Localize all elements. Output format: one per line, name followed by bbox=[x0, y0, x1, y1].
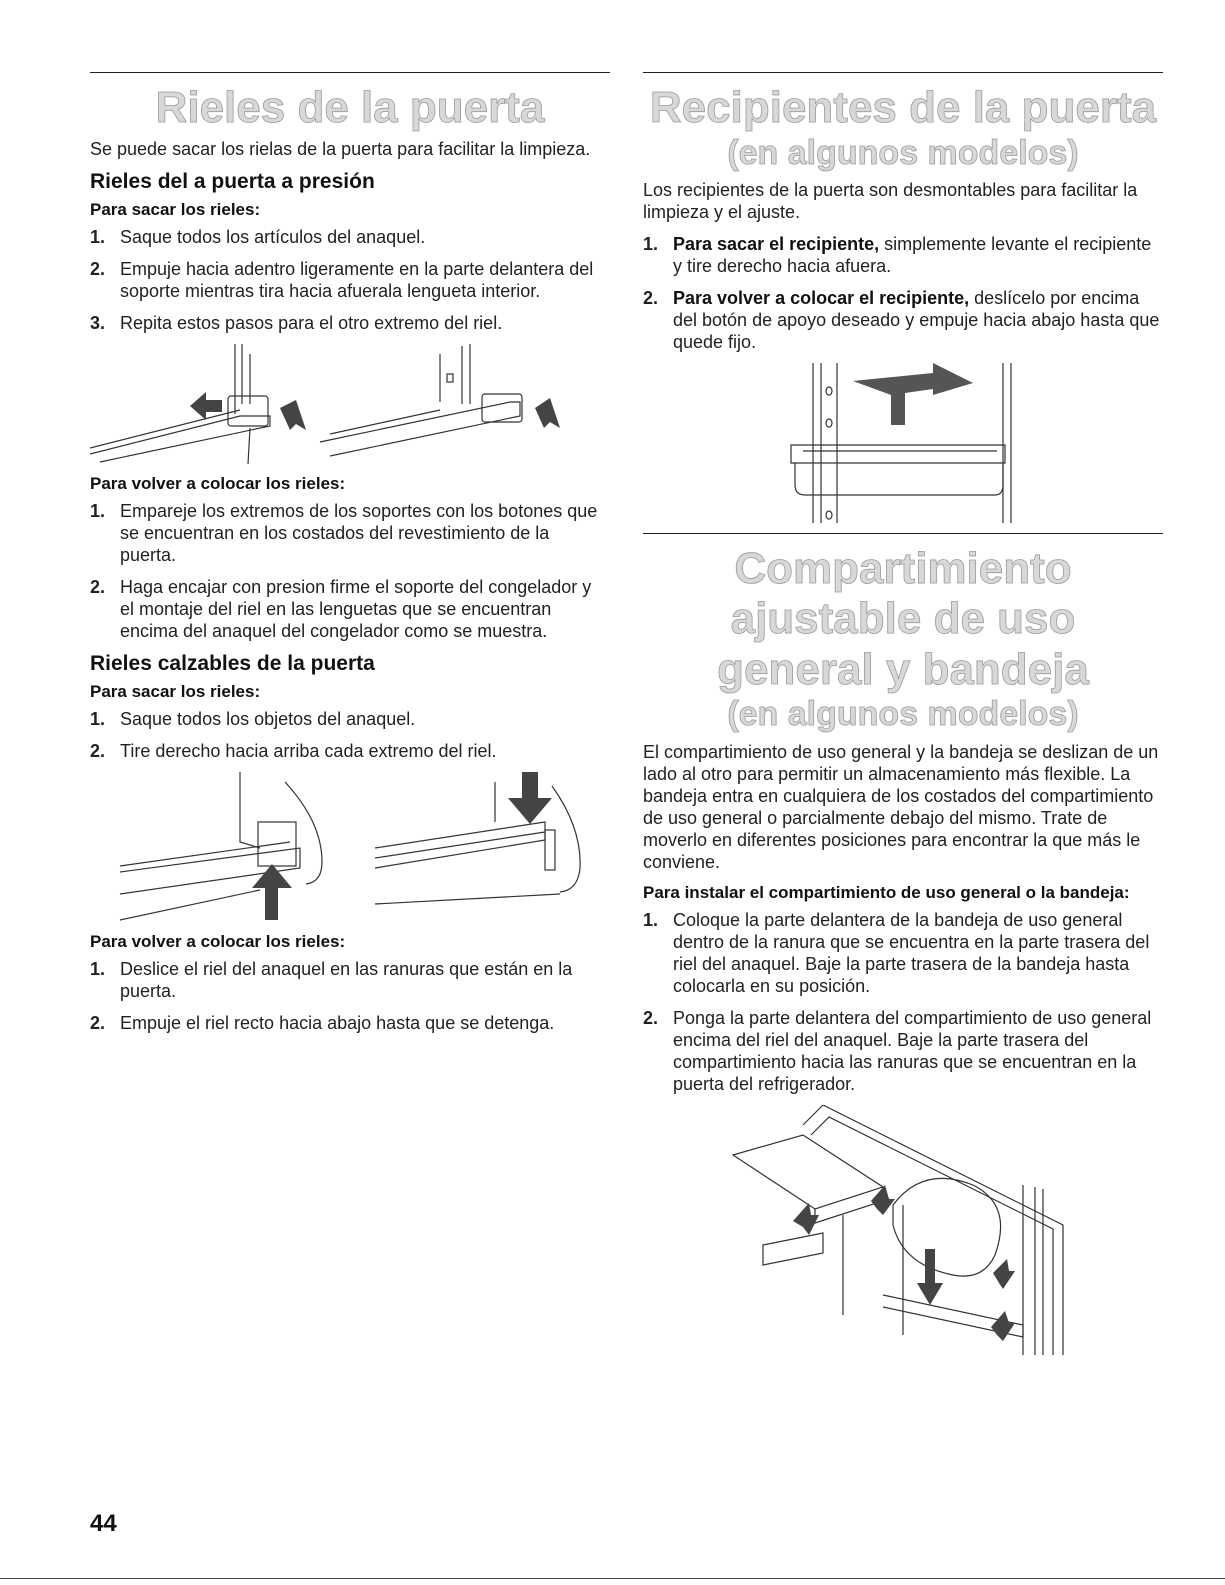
section-title-utility-bin: Compartimiento ajustable de uso bbox=[730, 543, 1076, 644]
install-utility-heading: Para instalar el compartimiento de uso general o la bandeja: bbox=[643, 882, 1130, 902]
replace-rails-steps-2 bbox=[90, 958, 610, 1034]
list-item bbox=[643, 1007, 1163, 1095]
step-text: Deslice el riel del anaquel en las ranuras que están en la puerta. bbox=[120, 958, 573, 1001]
list-item bbox=[90, 500, 610, 566]
step-text: Empareje los extremos de los soportes con los botones que se encuentran en los costados del revestimiento de la puerta. bbox=[120, 500, 598, 565]
door-bin-illustration bbox=[643, 363, 1163, 523]
page-number: 44 bbox=[90, 1510, 117, 1537]
step-number: 2. bbox=[90, 258, 106, 279]
door-bin-steps bbox=[643, 233, 1163, 353]
replace-rails-heading: Para volver a colocar los rieles: bbox=[90, 473, 346, 493]
remove-rails-steps bbox=[90, 226, 610, 334]
subheading-slide-in-rails: Rieles calzables de la puerta bbox=[90, 651, 375, 675]
list-item bbox=[90, 226, 610, 248]
step-text: Coloque la parte delantera de la bandeja de uso general dentro de la ranura que se encuentra en la parte trasera del riel del anaquel. Baje la parte trasera de la bandeja hasta colocarla en su posición. bbox=[673, 909, 1150, 996]
section-rule bbox=[643, 72, 1163, 73]
section-title-door-bins: Recipientes de la puerta bbox=[649, 83, 1157, 132]
list-item bbox=[90, 1012, 610, 1034]
step-number: 2. bbox=[90, 740, 106, 761]
step-text: Tire derecho hacia arriba cada extremo del riel. bbox=[120, 740, 497, 761]
intro-paragraph: Los recipientes de la puerta son desmontables para facilitar la limpieza y el ajuste. bbox=[643, 179, 1138, 222]
section-rule bbox=[643, 533, 1163, 534]
intro-paragraph: Se puede sacar los rielas de la puerta para facilitar la limpieza. bbox=[90, 138, 591, 159]
step-text: Empuje hacia adentro ligeramente en la parte delantera del soporte mientras tira hacia afuerala lengueta interior. bbox=[120, 258, 594, 301]
remove-rails-heading: Para sacar los rieles: bbox=[90, 199, 261, 219]
step-text: Ponga la parte delantera del compartimiento de uso general encima del riel del anaquel. Baje la parte trasera del compartimiento hacia las ranuras que se encuentran en la puerta del refrigerador. bbox=[673, 1007, 1152, 1094]
replace-rails-steps bbox=[90, 500, 610, 642]
step-number: 2. bbox=[643, 1007, 659, 1028]
step-number: 2. bbox=[90, 1012, 106, 1033]
install-utility-steps bbox=[643, 909, 1163, 1095]
step-number: 1. bbox=[90, 500, 106, 521]
list-item bbox=[643, 233, 1163, 277]
list-item bbox=[90, 708, 610, 730]
snap-rail-illustration bbox=[90, 344, 610, 464]
utility-bin-illustration bbox=[643, 1105, 1163, 1365]
slide-in-rail-illustration bbox=[90, 772, 610, 922]
remove-rails-steps-2 bbox=[90, 708, 610, 762]
utility-intro-paragraph: El compartimiento de uso general y la bandeja se deslizan de un lado al otro para permitir un almacenamiento más flexible. La bandeja entra en cualquiera de los costados del compartimiento de uso general o parcialmente debajo del mismo. Trate de moverlo en diferentes posiciones para encontrar la que más le conviene. bbox=[643, 741, 1159, 872]
section-subtitle-models: (en algunos modelos) bbox=[727, 695, 1079, 734]
list-item bbox=[643, 909, 1163, 997]
list-item bbox=[90, 576, 610, 642]
left-column bbox=[90, 72, 610, 1044]
step-number: 1. bbox=[90, 226, 106, 247]
page-bottom-rule bbox=[0, 1578, 1225, 1579]
section-rule bbox=[90, 72, 610, 73]
step-number: 2. bbox=[643, 287, 659, 308]
step-lead: Para volver a colocar el recipiente, bbox=[673, 287, 970, 308]
step-body: simplemente levante el recipiente y tire derecho hacia afuera. bbox=[673, 233, 1152, 276]
list-item bbox=[643, 287, 1163, 353]
step-number: 1. bbox=[90, 958, 106, 979]
list-item bbox=[90, 312, 610, 334]
step-text: Saque todos los objetos del anaquel. bbox=[120, 708, 416, 729]
section-title-door-rails: Rieles de la puerta bbox=[155, 83, 545, 132]
step-text bbox=[673, 287, 1163, 353]
section-subtitle-models: (en algunos modelos) bbox=[727, 133, 1079, 172]
step-text: Saque todos los artículos del anaquel. bbox=[120, 226, 426, 247]
step-number: 3. bbox=[90, 312, 106, 333]
step-text: Repita estos pasos para el otro extremo del riel. bbox=[120, 312, 503, 333]
section-title-utility-bin-line2: general y bandeja bbox=[717, 644, 1089, 694]
step-number: 1. bbox=[643, 909, 659, 930]
step-body: deslícelo por encima del botón de apoyo deseado y empuje hacia abajo hasta que quede fijo. bbox=[673, 287, 1160, 352]
step-number: 1. bbox=[90, 708, 106, 729]
list-item bbox=[90, 958, 610, 1002]
list-item bbox=[90, 258, 610, 302]
step-number: 2. bbox=[90, 576, 106, 597]
step-number: 1. bbox=[643, 233, 659, 254]
step-lead: Para sacar el recipiente, bbox=[673, 233, 880, 254]
subheading-snap-on-rails: Rieles del a puerta a presión bbox=[90, 169, 375, 193]
step-text: Empuje el riel recto hacia abajo hasta que se detenga. bbox=[120, 1012, 555, 1033]
list-item bbox=[90, 740, 610, 762]
remove-rails-heading-2: Para sacar los rieles: bbox=[90, 681, 261, 701]
right-column bbox=[643, 72, 1163, 1375]
step-text: Haga encajar con presion firme el soporte del congelador y el montaje del riel en las lenguetas que se encuentran encima del anaquel del congelador como se muestra. bbox=[120, 576, 592, 641]
replace-rails-heading-2: Para volver a colocar los rieles: bbox=[90, 931, 346, 951]
step-text bbox=[673, 233, 1163, 277]
